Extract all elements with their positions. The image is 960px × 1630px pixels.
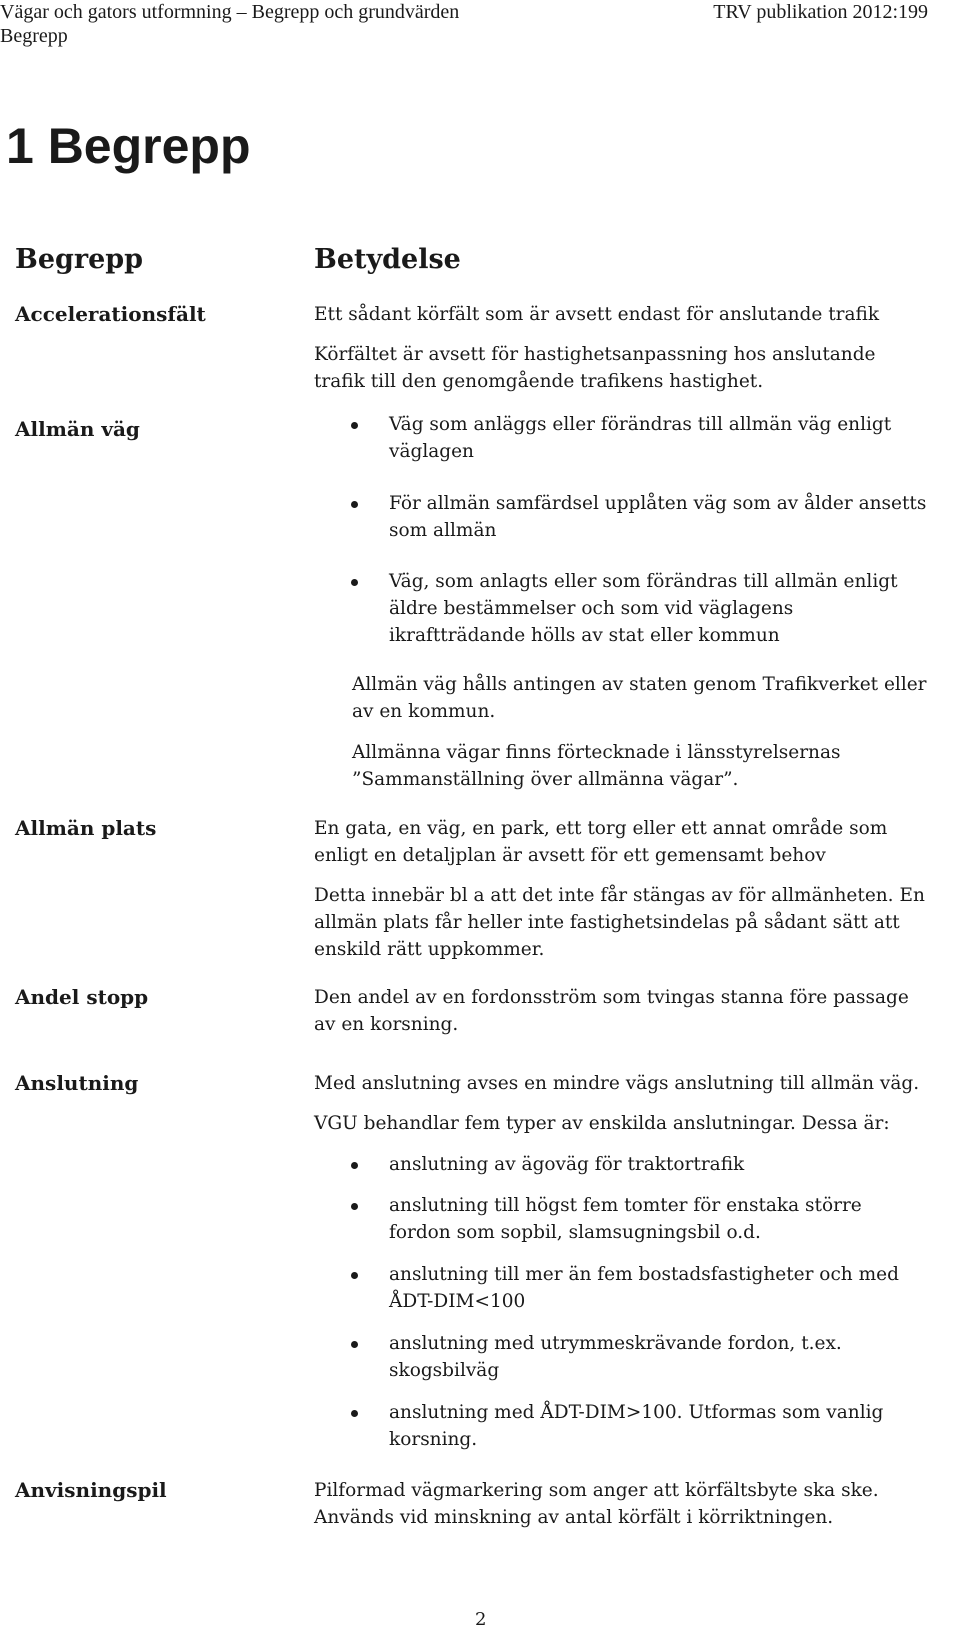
list-item: anslutning till mer än fem bostadsfastigheter och med bbox=[389, 1264, 899, 1285]
definition-text: Pilformad vägmarkering som anger att körfältsbyte ska ske. bbox=[314, 1480, 879, 1501]
list-item: Väg, som anlagts eller som förändras till allmän enligt bbox=[389, 571, 898, 592]
definition-text: allmän plats får heller inte fastighetsindelas på sådant sätt att bbox=[314, 912, 900, 933]
definition-text: Detta innebär bl a att det inte får stängas av för allmänheten. En bbox=[314, 885, 925, 906]
definition-text: av en korsning. bbox=[314, 1014, 459, 1035]
term-accelerationsfalt: Accelerationsfält bbox=[15, 302, 206, 326]
bullet-icon bbox=[351, 422, 358, 429]
bullet-icon bbox=[351, 1272, 358, 1279]
definition-text: Den andel av en fordonsström som tvingas stanna före passage bbox=[314, 987, 909, 1008]
bullet-icon bbox=[351, 1203, 358, 1210]
definition-text: Ett sådant körfält som är avsett endast för anslutande trafik bbox=[314, 304, 880, 325]
header-title: Vägar och gators utformning – Begrepp och grundvärden bbox=[0, 1, 460, 23]
bullet-icon bbox=[351, 579, 358, 586]
list-item: väglagen bbox=[389, 441, 474, 462]
list-item: ikraftträdande hölls av stat eller kommun bbox=[389, 625, 780, 646]
term-allman-vag: Allmän väg bbox=[15, 417, 140, 441]
list-item: anslutning med ÅDT-DIM>100. Utformas som vanlig bbox=[389, 1402, 884, 1423]
list-item: För allmän samfärdsel upplåten väg som av ålder ansetts bbox=[389, 493, 927, 514]
definition-text: trafik till den genomgående trafikens hastighet. bbox=[314, 371, 764, 392]
column-header-meaning: Betydelse bbox=[314, 244, 461, 275]
list-item: anslutning till högst fem tomter för enstaka större bbox=[389, 1195, 862, 1216]
definition-text: En gata, en väg, en park, ett torg eller ett annat område som bbox=[314, 818, 888, 839]
header-publication: TRV publikation 2012:199 bbox=[713, 1, 928, 23]
definition-text: Allmän väg hålls antingen av staten genom Trafikverket eller bbox=[352, 674, 927, 695]
bullet-icon bbox=[351, 501, 358, 508]
bullet-icon bbox=[351, 1162, 358, 1169]
chapter-title: 1 Begrepp bbox=[6, 118, 251, 174]
definition-text: Allmänna vägar finns förtecknade i länsstyrelsernas bbox=[352, 742, 841, 763]
list-item: skogsbilväg bbox=[389, 1360, 500, 1381]
header-section: Begrepp bbox=[0, 25, 68, 47]
list-item: fordon som sopbil, slamsugningsbil o.d. bbox=[389, 1222, 761, 1243]
definition-text: Används vid minskning av antal körfält i körriktningen. bbox=[314, 1507, 834, 1528]
list-item: äldre bestämmelser och som vid väglagens bbox=[389, 598, 794, 619]
page-number: 2 bbox=[475, 1609, 487, 1630]
term-andel-stopp: Andel stopp bbox=[15, 985, 149, 1009]
bullet-icon bbox=[351, 1341, 358, 1348]
list-item: anslutning med utrymmeskrävande fordon, t.ex. bbox=[389, 1333, 842, 1354]
definition-text: enskild rätt uppkommer. bbox=[314, 939, 545, 960]
column-header-term: Begrepp bbox=[15, 244, 144, 275]
definition-text: Med anslutning avses en mindre vägs anslutning till allmän väg. bbox=[314, 1073, 920, 1094]
list-item: ÅDT-DIM<100 bbox=[389, 1291, 526, 1312]
list-item: korsning. bbox=[389, 1429, 478, 1450]
list-item: som allmän bbox=[389, 520, 497, 541]
definition-text: Körfältet är avsett för hastighetsanpassning hos anslutande bbox=[314, 344, 876, 365]
term-allman-plats: Allmän plats bbox=[15, 816, 157, 840]
list-item: anslutning av ägoväg för traktortrafik bbox=[389, 1154, 745, 1175]
definition-text: av en kommun. bbox=[352, 701, 496, 722]
definition-text: ”Sammanställning över allmänna vägar”. bbox=[352, 769, 739, 790]
definition-text: enligt en detaljplan är avsett för ett gemensamt behov bbox=[314, 845, 826, 866]
term-anvisningspil: Anvisningspil bbox=[15, 1478, 167, 1502]
bullet-icon bbox=[351, 1410, 358, 1417]
definition-text: VGU behandlar fem typer av enskilda anslutningar. Dessa är: bbox=[314, 1113, 890, 1134]
list-item: Väg som anläggs eller förändras till allmän väg enligt bbox=[389, 414, 892, 435]
term-anslutning: Anslutning bbox=[15, 1071, 139, 1095]
